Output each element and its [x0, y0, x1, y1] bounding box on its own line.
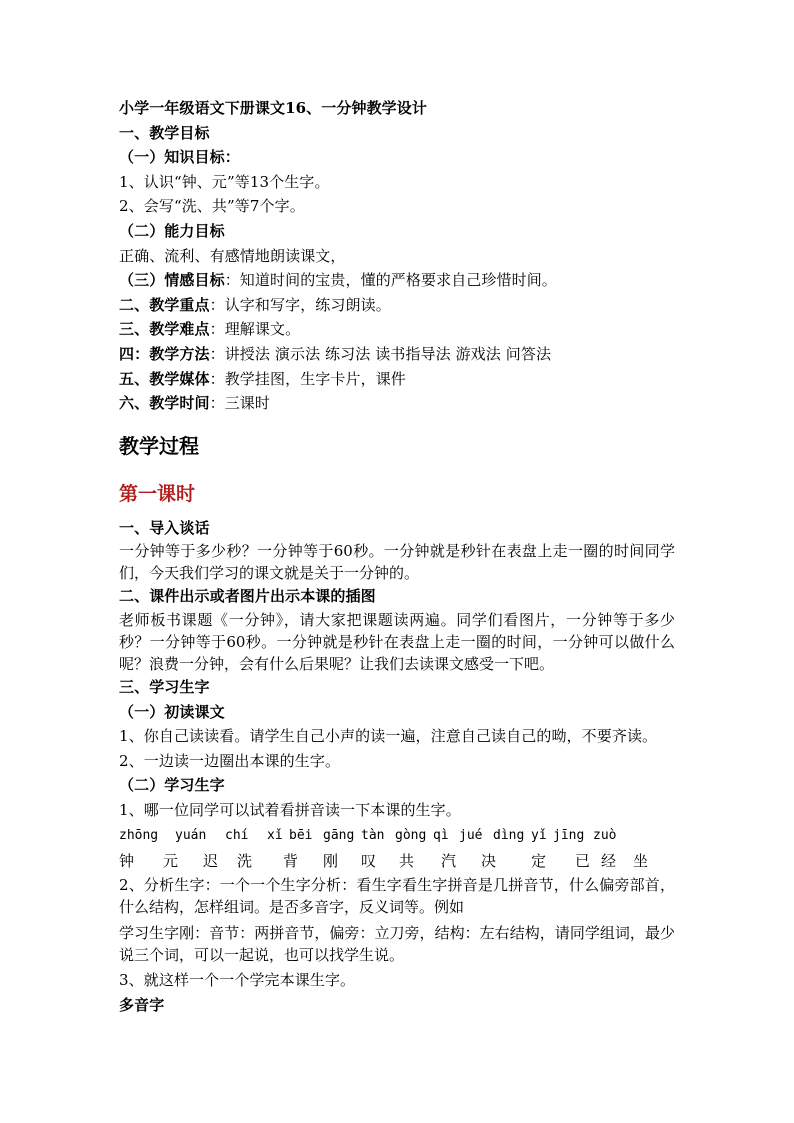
pinyin-syllable: yǐ [531, 828, 547, 844]
difficulty-text: ：理解课文。 [209, 320, 301, 339]
courseware-text: 老师板书课题《一分钟》，请大家把课题读两遍。同学们看图片，一分钟等于多少秒？一分钟等于60秒。一分钟就是秒针在表盘上走一圈的时间，一分钟可以做什么呢？浪费一分钟，会有什么后果呢？让我们去读课文感受一下吧。 [119, 610, 675, 673]
new-character: 叹 [361, 852, 377, 871]
learn-heading: 三、学习生字 [119, 677, 210, 696]
pinyin-syllable: chí [225, 828, 249, 844]
new-character: 迟 [203, 852, 219, 871]
pinyin-syllable: jīng [553, 828, 585, 844]
media-label: 五、教学媒体 [119, 369, 210, 388]
new-character: 汽 [441, 852, 457, 871]
first-read-heading: （一）初读课文 [119, 702, 225, 721]
teaching-time [119, 391, 679, 416]
pinyin-syllable: jué [459, 828, 483, 844]
key-label: 二、教学重点 [119, 295, 210, 314]
learn-chars-heading: （二）学习生字 [119, 776, 225, 795]
difficulty-label: 三、教学难点 [119, 320, 210, 339]
new-character: 定 [531, 852, 547, 871]
character-row [119, 848, 679, 874]
first-read-item-2: 2、一边读一边圈出本课的生字。 [119, 751, 341, 770]
pinyin-syllable: xǐ [267, 828, 283, 844]
first-read-item-1: 1、你自己读读看。请学生自己小声的读一遍，注意自己读自己的呦，不要齐读。 [119, 727, 658, 746]
new-character: 刚 [323, 852, 339, 871]
media-text: ：教学挂图，生字卡片，课件 [209, 369, 406, 388]
document-title: 小学一年级语文下册课文16、一分钟教学设计 [119, 99, 427, 117]
difficulty-points [119, 317, 679, 342]
key-text: ：认字和写字，练习朗读。 [209, 295, 391, 314]
example-text: 学习生字刚：音节：两拼音节，偏旁：立刀旁，结构：左右结构，请同学组词，最少说三个词，可以一起说，也可以找学生说。 [119, 924, 675, 965]
pinyin-syllable: gāng [323, 828, 355, 844]
emotion-label: （三）情感目标 [119, 271, 225, 290]
intro-heading: 一、导入谈话 [119, 518, 210, 537]
ability-text: 正确、流利、有感情地朗读课文， [119, 246, 346, 265]
knowledge-item-2: 2、会写“洗、共”等7个字。 [119, 197, 305, 216]
new-character: 共 [399, 852, 415, 871]
pinyin-syllable: dìng [493, 828, 525, 844]
knowledge-item-1: 1、认识“钟、元”等13个生字。 [119, 172, 330, 191]
pinyin-syllable: bēi [289, 828, 313, 844]
new-character: 洗 [237, 852, 253, 871]
new-character: 坐 [633, 852, 649, 871]
courseware-heading: 二、课件出示或者图片出示本课的插图 [119, 587, 376, 606]
new-character: 钟 [119, 852, 135, 871]
time-text: ：三课时 [209, 394, 271, 413]
pinyin-row [119, 824, 679, 848]
teaching-methods [119, 342, 679, 367]
knowledge-heading: （一）知识目标： [119, 148, 240, 167]
document-page [119, 96, 679, 1018]
key-points [119, 293, 679, 318]
analysis-text: 2、分析生字：一个一个生字分析：看生字看生字拼音是几拼音节，什么偏旁部首，什么结构，怎样组词。是否多音字，反义词等。例如 [119, 876, 675, 917]
new-character: 经 [601, 852, 617, 871]
pinyin-syllable: tàn [361, 828, 385, 844]
lesson1-heading: 第一课时 [119, 482, 196, 505]
pinyin-syllable: zuò [593, 828, 617, 844]
learn-chars-item-1: 1、哪一位同学可以试着看拼音读一下本课的生字。 [119, 800, 461, 819]
goals-heading: 一、教学目标 [119, 123, 210, 142]
pinyin-syllable: qì [433, 828, 449, 844]
emotion-text: ：知道时间的宝贵，懂的严格要求自己珍惜时间。 [224, 271, 557, 290]
learn-chars-item-3: 3、就这样一个一个学完本课生字。 [119, 971, 356, 990]
process-heading: 教学过程 [119, 433, 199, 458]
pinyin-syllable: zhōng [119, 828, 159, 844]
teaching-media [119, 367, 679, 392]
pinyin-syllable: gòng [395, 828, 427, 844]
new-character: 元 [163, 852, 179, 871]
new-character: 已 [575, 852, 591, 871]
new-character: 决 [481, 852, 497, 871]
new-character: 背 [283, 852, 299, 871]
pinyin-syllable: yuán [175, 828, 207, 844]
intro-text: 一分钟等于多少秒？一分钟等于60秒。一分钟就是秒针在表盘上走一圈的时间同学们，今天我们学习的课文就是关于一分钟的。 [119, 542, 675, 583]
time-label: 六、教学时间 [119, 394, 210, 413]
ability-heading: （二）能力目标 [119, 221, 225, 240]
emotion-goal [119, 268, 679, 293]
method-label: 四：教学方法 [119, 344, 210, 363]
method-text: ：讲授法 演示法 练习法 读书指导法 游戏法 问答法 [209, 344, 552, 363]
polyphone-heading: 多音字 [119, 996, 165, 1015]
